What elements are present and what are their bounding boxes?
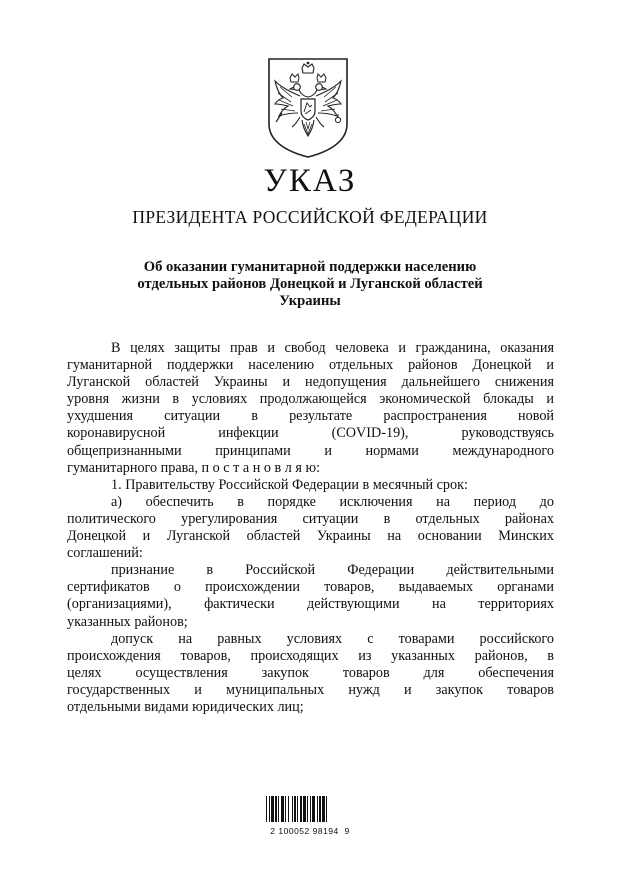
document-code-number: 2 100052 98194 9 (270, 826, 350, 836)
text-line: В целях защиты прав и свобод человека и гражданина, оказания (111, 340, 554, 356)
text-line: Донецкой и Луганской областей Украины на основании Минских (67, 528, 554, 545)
text-line: Луганской областей Украины и недопущения дальнейшего снижения (67, 374, 554, 391)
document-title: УКАЗ (263, 163, 357, 199)
text-line: указанных районов; (67, 613, 188, 630)
text-line: признание в Российской Федерации действительными (111, 562, 554, 579)
text-line: гуманитарного права, п о с т а н о в л я ю: (67, 459, 321, 476)
document-subtitle: ПРЕЗИДЕНТА РОССИЙСКОЙ ФЕДЕРАЦИИ (132, 207, 488, 227)
heading-line: Украины (279, 293, 341, 309)
decree-heading (90, 259, 530, 310)
text-line: политического урегулирования ситуации в отдельных районах (67, 510, 554, 527)
text-line: допуск на равных условиях с товарами российского (111, 630, 554, 647)
text-line: соглашений: (67, 545, 143, 562)
text-line: отдельными видами юридических лиц; (67, 698, 304, 715)
paragraph (67, 340, 554, 477)
text-line: гуманитарной поддержки населению отдельных районов Донецкой и (67, 357, 554, 374)
text-line: уровня жизни в условиях продолжающейся экономической блокады и (67, 391, 554, 408)
heading-line: отдельных районов Донецкой и Луганской областей (137, 276, 483, 292)
text-line: (организациями), фактически действующими на территориях (67, 596, 554, 613)
barcode-icon (265, 796, 355, 822)
paragraph (67, 562, 554, 630)
text-line: коронавирусной инфекции (COVID-19), руководствуясь (67, 425, 554, 442)
paragraph (67, 494, 554, 562)
text-line: происхождения товаров, происходящих из указанных районов, в (67, 647, 554, 664)
paragraph (67, 631, 554, 716)
text-line: целях осуществления закупок товаров для обеспечения (67, 664, 554, 681)
heading-line: Об оказании гуманитарной поддержки населению (143, 259, 477, 275)
text-line: сертификатов о происхождении товаров, выдаваемых органами (67, 579, 554, 596)
text-line: общепризнанными принципами и нормами международного (67, 442, 554, 459)
coat-of-arms-icon (266, 56, 350, 160)
decree-body (67, 340, 554, 716)
text-line: 1. Правительству Российской Федерации в месячный срок: (111, 476, 468, 493)
text-line: а) обеспечить в порядке исключения на период до (111, 493, 554, 510)
paragraph (67, 477, 554, 494)
text-line: ухудшения ситуации в результате распространения новой (67, 408, 554, 425)
text-line: государственных и муниципальных нужд и закупок товаров (67, 681, 554, 698)
